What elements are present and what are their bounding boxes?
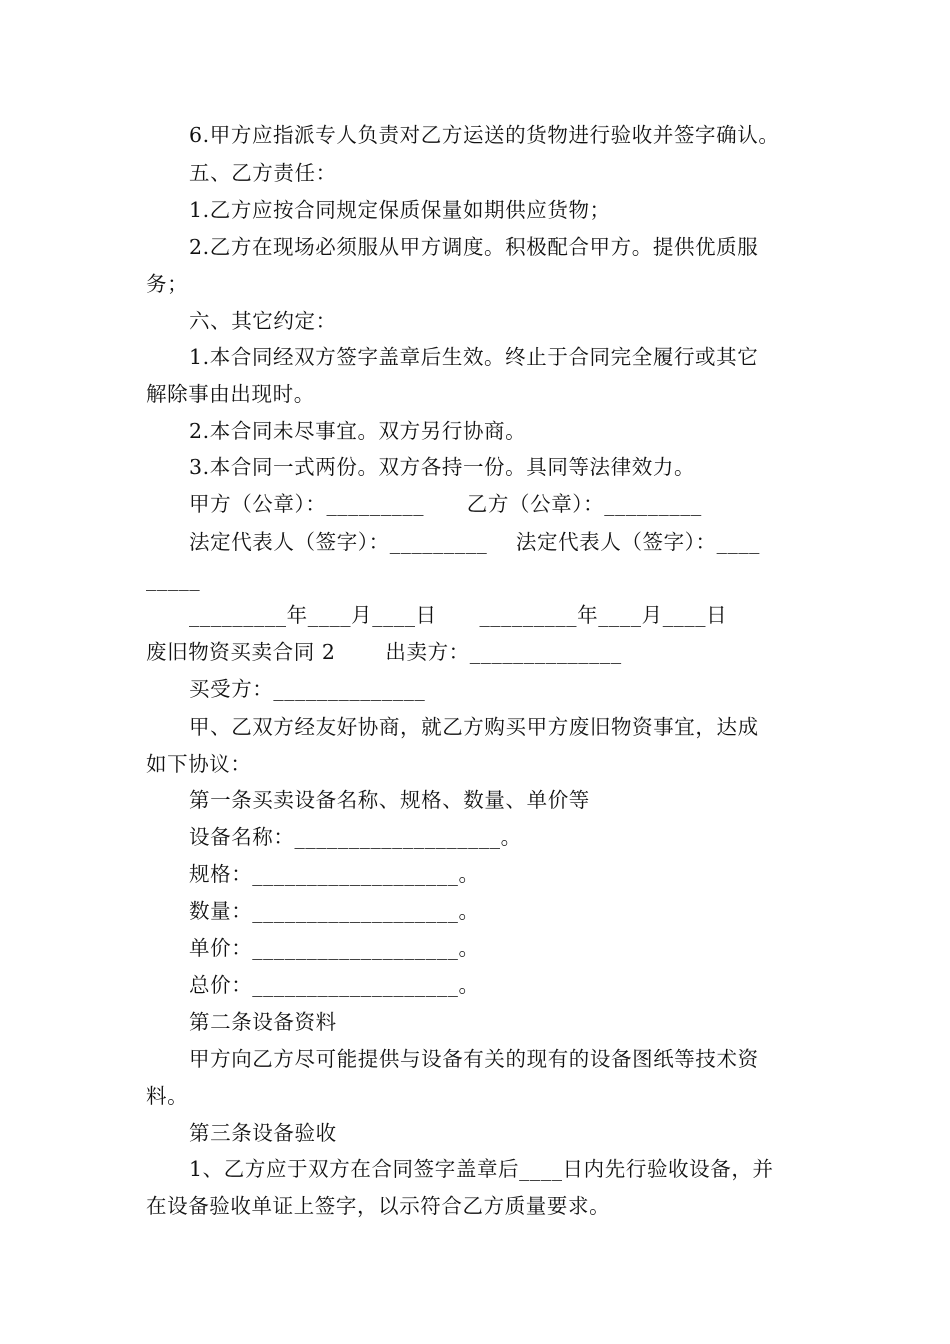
buyer-line: 买受方：______________ [189, 677, 426, 701]
text-line: 2.本合同未尽事宜。双方另行协商。 [189, 419, 527, 443]
contract-title-line: 废旧物资买卖合同 2 出卖方：______________ [146, 640, 622, 664]
text-line: 在设备验收单证上签字，以示符合乙方质量要求。 [146, 1194, 611, 1218]
text-line: 1.本合同经双方签字盖章后生效。终止于合同完全履行或其它 [189, 345, 759, 369]
text-line: 2.乙方在现场必须服从甲方调度。积极配合甲方。提供优质服 [189, 235, 759, 259]
text-line: 6.甲方应指派专人负责对乙方运送的货物进行验收并签字确认。 [189, 123, 780, 147]
field-line: 规格：___________________。 [189, 862, 480, 886]
field-line: 设备名称：___________________。 [189, 825, 522, 849]
text-line: 甲方向乙方尽可能提供与设备有关的现有的设备图纸等技术资 [189, 1047, 759, 1071]
article-heading: 第一条买卖设备名称、规格、数量、单价等 [189, 788, 590, 812]
section-heading: 六、其它约定： [189, 309, 337, 333]
text-line: 解除事由出现时。 [146, 382, 315, 406]
text-line: 务； [146, 272, 189, 296]
text-line: 料。 [146, 1084, 189, 1108]
field-line: 总价：___________________。 [189, 973, 480, 997]
text-line: 如下协议： [146, 752, 252, 776]
article-heading: 第三条设备验收 [189, 1121, 337, 1145]
signature-line-continued: _____ [146, 567, 201, 591]
seal-line: 甲方（公章）：_________ 乙方（公章）：_________ [189, 492, 702, 516]
date-line: _________年____月____日 _________年____月____日 [189, 603, 728, 627]
section-heading: 五、乙方责任： [189, 161, 337, 185]
signature-line: 法定代表人（签字）：_________ 法定代表人（签字）：____ [189, 530, 761, 554]
text-line: 1、乙方应于双方在合同签字盖章后____日内先行验收设备，并 [189, 1157, 774, 1181]
text-line: 3.本合同一式两份。双方各持一份。具同等法律效力。 [189, 455, 696, 479]
field-line: 数量：___________________。 [189, 899, 480, 923]
text-line: 1.乙方应按合同规定保质保量如期供应货物； [189, 198, 611, 222]
article-heading: 第二条设备资料 [189, 1010, 337, 1034]
field-line: 单价：___________________。 [189, 936, 480, 960]
text-line: 甲、乙双方经友好协商，就乙方购买甲方废旧物资事宜，达成 [189, 715, 759, 739]
